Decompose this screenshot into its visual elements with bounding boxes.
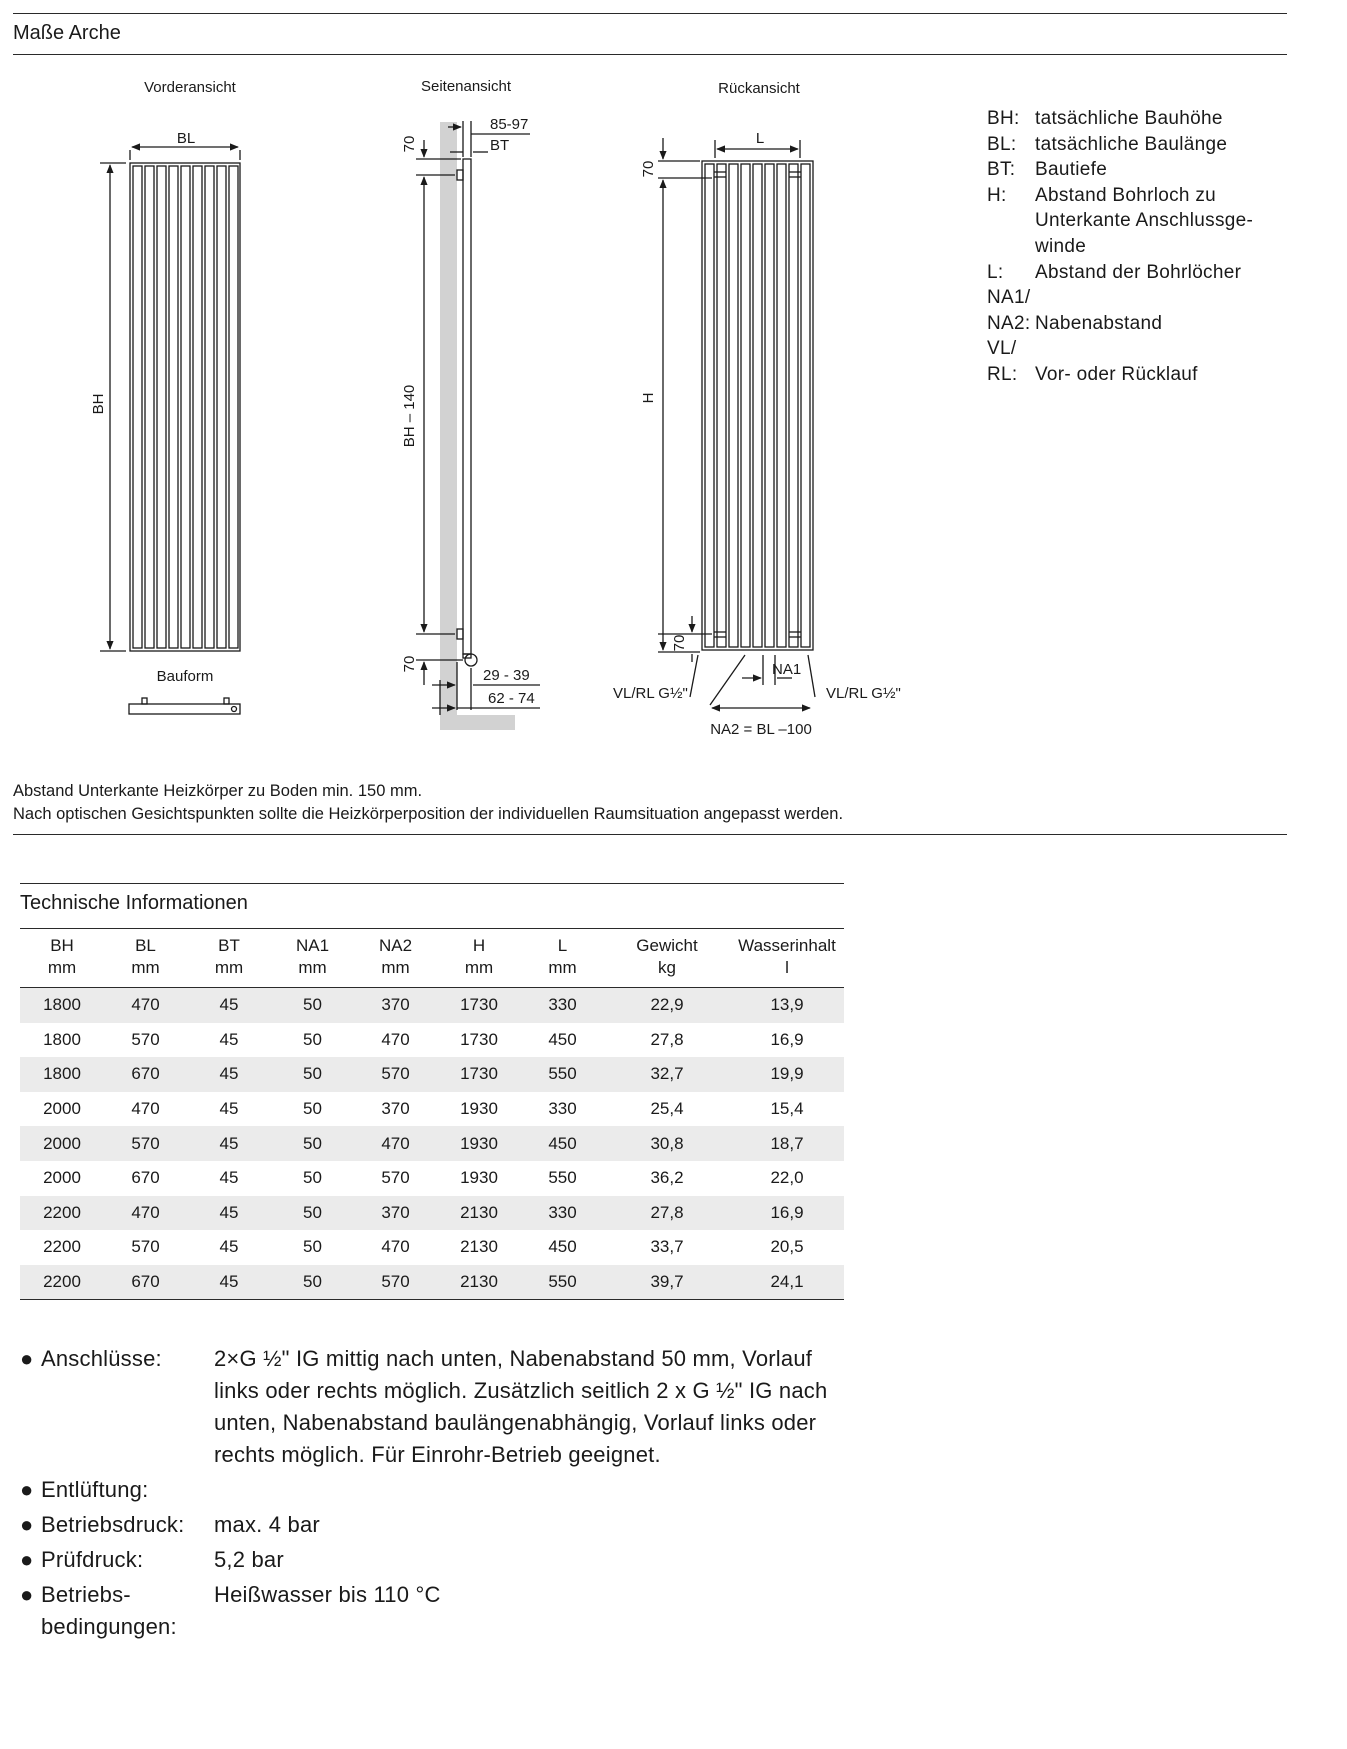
table-cell: 2130 [460, 1237, 498, 1257]
legend-key: NA2: [987, 312, 1031, 334]
table-cell: 370 [381, 1099, 410, 1119]
bauform-shape [129, 698, 240, 714]
table-cell: 570 [131, 1237, 160, 1257]
table-cell: 470 [381, 1237, 410, 1257]
tech-title: Technische Informationen [20, 892, 248, 914]
spec-label: Betriebsdruck: [41, 1512, 185, 1537]
table-header: BL mm [104, 929, 187, 988]
table-cell: 45 [219, 1168, 239, 1188]
table-cell: 22,9 [604, 988, 730, 1023]
bullet-icon: ● [20, 1512, 34, 1537]
table-cell: 50 [303, 1168, 322, 1188]
table-cell: 50 [271, 1126, 354, 1161]
table-cell: 19,9 [730, 1057, 844, 1092]
dim-bh140-label: BH – 140 [401, 384, 418, 448]
table-row [20, 1265, 844, 1300]
table-cell: 570 [104, 1126, 187, 1161]
dim-vlrl-right-label: VL/RL G½" [826, 685, 901, 702]
table-cell: 50 [271, 1265, 354, 1300]
table-cell: 33,7 [650, 1237, 684, 1257]
table-row [20, 1161, 844, 1196]
table-cell: 2000 [20, 1126, 104, 1161]
table-cell: 450 [548, 1237, 577, 1257]
notes-rule [13, 834, 1287, 835]
dim-l-label: L [755, 130, 765, 147]
legend-key: BH: [987, 108, 1020, 129]
table-cell: 1930 [437, 1126, 521, 1161]
bullet-icon: ● [20, 1477, 34, 1502]
spec-value: 2×G ½" IG mittig nach unten, Nabenabstand 50 mm, Vorlauf links oder rechts möglich. Zusätzlich seitlich 2 x G ½" IG nach unten, Nabenabstand baulängenabhängig, Vorlauf links oder rechts möglich. Für Einrohr-Betrieb geeignet. [214, 1346, 828, 1467]
table-cell: 45 [187, 988, 271, 1023]
table-cell: 550 [521, 1057, 604, 1092]
table-cell: 2000 [43, 1099, 81, 1119]
table-cell: 15,4 [770, 1099, 804, 1119]
table-cell: 45 [187, 1057, 271, 1092]
legend-item [987, 311, 1265, 337]
table-cell: 550 [521, 1265, 604, 1300]
dim-vlrl-left-label: VL/RL G½" [613, 685, 688, 702]
table-cell: 2200 [20, 1196, 104, 1231]
table-cell: 22,0 [770, 1168, 804, 1188]
table-header: Gewicht kg [604, 929, 730, 988]
table-cell: 470 [354, 1126, 437, 1161]
legend-item [987, 285, 1265, 311]
table-cell: 50 [303, 1099, 322, 1119]
table-cell: 1800 [20, 1057, 104, 1092]
legend-item [987, 106, 1265, 132]
table-cell: 45 [219, 1237, 239, 1257]
legend-item [987, 260, 1265, 286]
dimension-legend [987, 106, 1265, 388]
table-cell: 45 [187, 1196, 271, 1231]
table-cell: 550 [548, 1168, 577, 1188]
table-cell: 27,8 [604, 1196, 730, 1231]
table-cell: 2130 [437, 1265, 521, 1300]
table-row [20, 1057, 844, 1092]
table-cell: 45 [219, 1099, 239, 1119]
dim-back-70-bottom-label: 70 [671, 634, 688, 652]
table-cell: 1800 [20, 988, 104, 1023]
legend-key: VL/ [987, 338, 1017, 360]
table-cell: 50 [271, 1057, 354, 1092]
table-cell: 1800 [43, 1029, 81, 1049]
table-cell: 30,8 [604, 1126, 730, 1161]
spec-value: Heißwasser bis 110 °C [214, 1582, 441, 1607]
note-line-2: Nach optischen Gesichtspunkten sollte die Heizkörperposition der individuellen Raumsituation angepasst werden. [13, 805, 844, 823]
table-header: BH mm [20, 929, 104, 988]
table-cell: 470 [381, 1029, 410, 1049]
dim-29-39-label: 29 - 39 [483, 667, 530, 684]
table-header: Wasserinhalt l [730, 929, 844, 988]
bullet-icon: ● [20, 1547, 34, 1572]
table-cell: 24,1 [730, 1265, 844, 1300]
table-header: H mm [437, 929, 521, 988]
legend-key: NA1/ [987, 287, 1031, 309]
dim-bt-label: BT [490, 137, 510, 154]
dim-70-top-label: 70 [401, 135, 418, 153]
table-cell: 16,9 [730, 1196, 844, 1231]
table-cell: 50 [303, 1237, 322, 1257]
spec-value: max. 4 bar [214, 1512, 320, 1537]
spec-item [20, 1343, 834, 1471]
table-row [20, 988, 844, 1023]
dim-na2-label: NA2 = BL –100 [710, 721, 812, 738]
back-view [658, 138, 815, 708]
view-label-bauform: Bauform [156, 668, 214, 685]
table-cell: 470 [104, 1196, 187, 1231]
dim-bh-label: BH [90, 393, 107, 415]
table-header: NA1 mm [271, 929, 354, 988]
view-label-side: Seitenansicht [420, 78, 512, 95]
table-cell: 50 [303, 1029, 322, 1049]
table-cell: 1730 [437, 988, 521, 1023]
tech-table [20, 929, 844, 1300]
spec-list [20, 1343, 834, 1646]
table-cell: 20,5 [770, 1237, 804, 1257]
dim-back-70-top-label: 70 [640, 160, 657, 178]
table-cell: 370 [354, 1196, 437, 1231]
view-label-back: Rückansicht [718, 80, 800, 97]
table-row [20, 1092, 844, 1127]
note-line-1: Abstand Unterkante Heizkörper zu Boden min. 150 mm. [13, 782, 423, 800]
table-cell: 2130 [437, 1196, 521, 1231]
table-cell: 450 [548, 1029, 577, 1049]
legend-desc [1035, 336, 1265, 362]
table-cell: 18,7 [730, 1126, 844, 1161]
table-header-row [20, 929, 844, 988]
legend-desc: Abstand Bohrloch zu Unterkante Anschlussge-winde [1035, 184, 1254, 257]
legend-desc: tatsächliche Bauhöhe [1035, 108, 1223, 129]
dim-h-label: H [640, 392, 657, 404]
table-cell: 2000 [43, 1168, 81, 1188]
spec-label: Anschlüsse: [41, 1346, 162, 1371]
dim-85-97-label: 85-97 [490, 116, 529, 133]
table-cell: 1730 [460, 1029, 498, 1049]
table-header: L mm [521, 929, 604, 988]
table-cell: 330 [521, 1196, 604, 1231]
table-cell: 50 [271, 988, 354, 1023]
table-cell: 670 [104, 1265, 187, 1300]
legend-desc: tatsächliche Baulänge [1035, 133, 1228, 155]
legend-desc: Abstand der Bohrlöcher [1035, 261, 1242, 283]
legend-item [987, 183, 1265, 260]
table-cell: 330 [548, 1099, 577, 1119]
legend-item [987, 336, 1265, 362]
legend-item [987, 157, 1265, 183]
table-cell: 16,9 [770, 1029, 804, 1049]
table-cell: 570 [381, 1168, 410, 1188]
table-cell: 330 [521, 988, 604, 1023]
table-cell: 470 [131, 1099, 160, 1119]
table-cell: 2200 [20, 1265, 104, 1300]
legend-key: H: [987, 184, 1007, 206]
table-row [20, 1230, 844, 1265]
legend-item [987, 132, 1265, 158]
side-view [416, 121, 540, 730]
legend-desc [1035, 285, 1265, 311]
legend-key: BT: [987, 159, 1016, 181]
dim-62-74-label: 62 - 74 [488, 690, 535, 707]
spec-label: Prüfdruck: [41, 1547, 144, 1572]
bullet-icon: ● [20, 1582, 34, 1607]
table-row [20, 1126, 844, 1161]
legend-item [987, 362, 1265, 388]
table-cell: 2200 [43, 1237, 81, 1257]
dim-70-bottom-label: 70 [401, 655, 418, 673]
table-cell: 50 [271, 1196, 354, 1231]
table-cell: 670 [104, 1057, 187, 1092]
legend-key: L: [987, 261, 1004, 283]
table-cell: 1930 [460, 1168, 498, 1188]
bullet-icon: ● [20, 1346, 34, 1371]
table-cell: 45 [187, 1126, 271, 1161]
table-header: NA2 mm [354, 929, 437, 988]
table-cell: 32,7 [604, 1057, 730, 1092]
table-cell: 670 [131, 1168, 160, 1188]
tech-table-body [20, 988, 844, 1300]
table-cell: 25,4 [650, 1099, 684, 1119]
table-cell: 570 [354, 1057, 437, 1092]
dim-bl-label: BL [176, 130, 196, 147]
dim-na1-label: NA1 [772, 661, 802, 678]
mounting-notes [13, 780, 843, 826]
table-cell: 45 [187, 1265, 271, 1300]
spec-label: Betriebs-bedingungen: [41, 1582, 177, 1639]
table-cell: 450 [521, 1126, 604, 1161]
legend-desc: Bautiefe [1035, 159, 1108, 181]
table-header: BT mm [187, 929, 271, 988]
spec-label: Entlüftung: [41, 1477, 149, 1502]
spec-item [20, 1474, 834, 1506]
tech-top-rule [20, 883, 844, 884]
spec-item [20, 1544, 834, 1576]
table-row [20, 1023, 844, 1058]
table-cell: 27,8 [650, 1029, 684, 1049]
table-cell: 36,2 [650, 1168, 684, 1188]
spec-value [214, 1474, 834, 1506]
table-cell: 39,7 [604, 1265, 730, 1300]
front-view [100, 147, 240, 651]
table-cell: 1930 [460, 1099, 498, 1119]
table-cell: 45 [219, 1029, 239, 1049]
legend-key: BL: [987, 133, 1017, 155]
section-title: Maße Arche [13, 22, 121, 44]
spec-value: 5,2 bar [214, 1547, 284, 1572]
table-row [20, 1196, 844, 1231]
legend-desc: Nabenabstand [1035, 312, 1163, 334]
spec-item [20, 1509, 834, 1541]
view-label-front: Vorderansicht [144, 79, 236, 96]
table-cell: 13,9 [730, 988, 844, 1023]
spec-item [20, 1579, 834, 1643]
table-cell: 570 [131, 1029, 160, 1049]
table-cell: 1730 [437, 1057, 521, 1092]
table-cell: 470 [104, 988, 187, 1023]
legend-key: RL: [987, 363, 1018, 385]
legend-desc: Vor- oder Rücklauf [1035, 363, 1198, 385]
table-cell: 570 [354, 1265, 437, 1300]
table-cell: 370 [354, 988, 437, 1023]
